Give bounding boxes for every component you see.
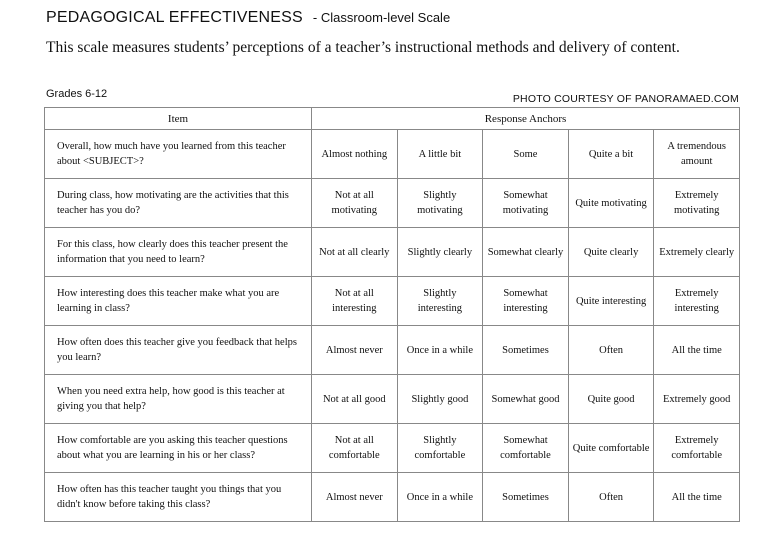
- response-anchor: Slightly interesting: [397, 277, 483, 326]
- table-row: [45, 375, 740, 424]
- page-subtitle: - Classroom-level Scale: [312, 10, 451, 25]
- response-anchor: Not at all clearly: [312, 228, 398, 277]
- response-anchor: Extremely motivating: [654, 179, 740, 228]
- page-title: PEDAGOGICAL EFFECTIVENESS: [46, 9, 303, 26]
- response-anchor: Once in a while: [397, 326, 483, 375]
- response-anchor: Somewhat comfortable: [483, 424, 569, 473]
- response-anchor: Almost never: [312, 326, 398, 375]
- response-anchor: Often: [568, 473, 654, 522]
- response-anchor: Often: [568, 326, 654, 375]
- response-anchor: Somewhat motivating: [483, 179, 569, 228]
- table-header-row: [45, 108, 740, 130]
- response-anchor: Slightly good: [397, 375, 483, 424]
- photo-credit: PHOTO COURTESY OF PANORAMAED.COM: [512, 93, 739, 105]
- response-anchor: Almost never: [312, 473, 398, 522]
- response-anchor: A tremendous amount: [654, 130, 740, 179]
- page-header: [46, 9, 450, 27]
- response-anchor: Quite comfortable: [568, 424, 654, 473]
- table-row: [45, 473, 740, 522]
- response-anchor: Sometimes: [483, 326, 569, 375]
- response-anchor: Almost nothing: [312, 130, 398, 179]
- response-anchor: Not at all motivating: [312, 179, 398, 228]
- response-anchor: Somewhat clearly: [483, 228, 569, 277]
- table-row: [45, 228, 740, 277]
- table-row: [45, 130, 740, 179]
- response-anchor: Quite interesting: [568, 277, 654, 326]
- table-row: [45, 277, 740, 326]
- response-anchor: Extremely interesting: [654, 277, 740, 326]
- response-anchor: Not at all good: [312, 375, 398, 424]
- response-anchor: Extremely good: [654, 375, 740, 424]
- item-question: How interesting does this teacher make what you are learning in class?: [45, 277, 312, 326]
- item-question: How comfortable are you asking this teacher questions about what you are learning in his or her class?: [45, 424, 312, 473]
- table-row: [45, 179, 740, 228]
- response-anchor: Slightly motivating: [397, 179, 483, 228]
- response-anchor: Quite motivating: [568, 179, 654, 228]
- table-row: [45, 424, 740, 473]
- response-anchor: Not at all comfortable: [312, 424, 398, 473]
- response-anchor: Quite good: [568, 375, 654, 424]
- table-row: [45, 326, 740, 375]
- grades-label: Grades 6-12: [46, 88, 108, 100]
- item-question: How often has this teacher taught you things that you didn't know before taking this class?: [45, 473, 312, 522]
- item-column-header: Item: [45, 108, 312, 130]
- item-question: When you need extra help, how good is this teacher at giving you that help?: [45, 375, 312, 424]
- response-anchor: Somewhat interesting: [483, 277, 569, 326]
- response-anchor: Not at all interesting: [312, 277, 398, 326]
- response-anchor: Somewhat good: [483, 375, 569, 424]
- response-anchor: All the time: [654, 326, 740, 375]
- response-anchor: Extremely clearly: [654, 228, 740, 277]
- response-anchor: A little bit: [397, 130, 483, 179]
- item-question: How often does this teacher give you feedback that helps you learn?: [45, 326, 312, 375]
- response-anchor: All the time: [654, 473, 740, 522]
- item-question: For this class, how clearly does this teacher present the information that you need to learn?: [45, 228, 312, 277]
- item-question: During class, how motivating are the activities that this teacher has you do?: [45, 179, 312, 228]
- scale-description: This scale measures students’ perceptions of a teacher’s instructional methods and delivery of content.: [46, 39, 680, 56]
- response-anchor: Slightly clearly: [397, 228, 483, 277]
- survey-table: [44, 107, 740, 522]
- response-anchor: Some: [483, 130, 569, 179]
- response-anchor: Slightly comfortable: [397, 424, 483, 473]
- item-question: Overall, how much have you learned from this teacher about <SUBJECT>?: [45, 130, 312, 179]
- response-anchor: Quite a bit: [568, 130, 654, 179]
- response-anchor: Extremely comfortable: [654, 424, 740, 473]
- response-anchor: Once in a while: [397, 473, 483, 522]
- anchors-column-header: Response Anchors: [312, 108, 740, 130]
- response-anchor: Quite clearly: [568, 228, 654, 277]
- response-anchor: Sometimes: [483, 473, 569, 522]
